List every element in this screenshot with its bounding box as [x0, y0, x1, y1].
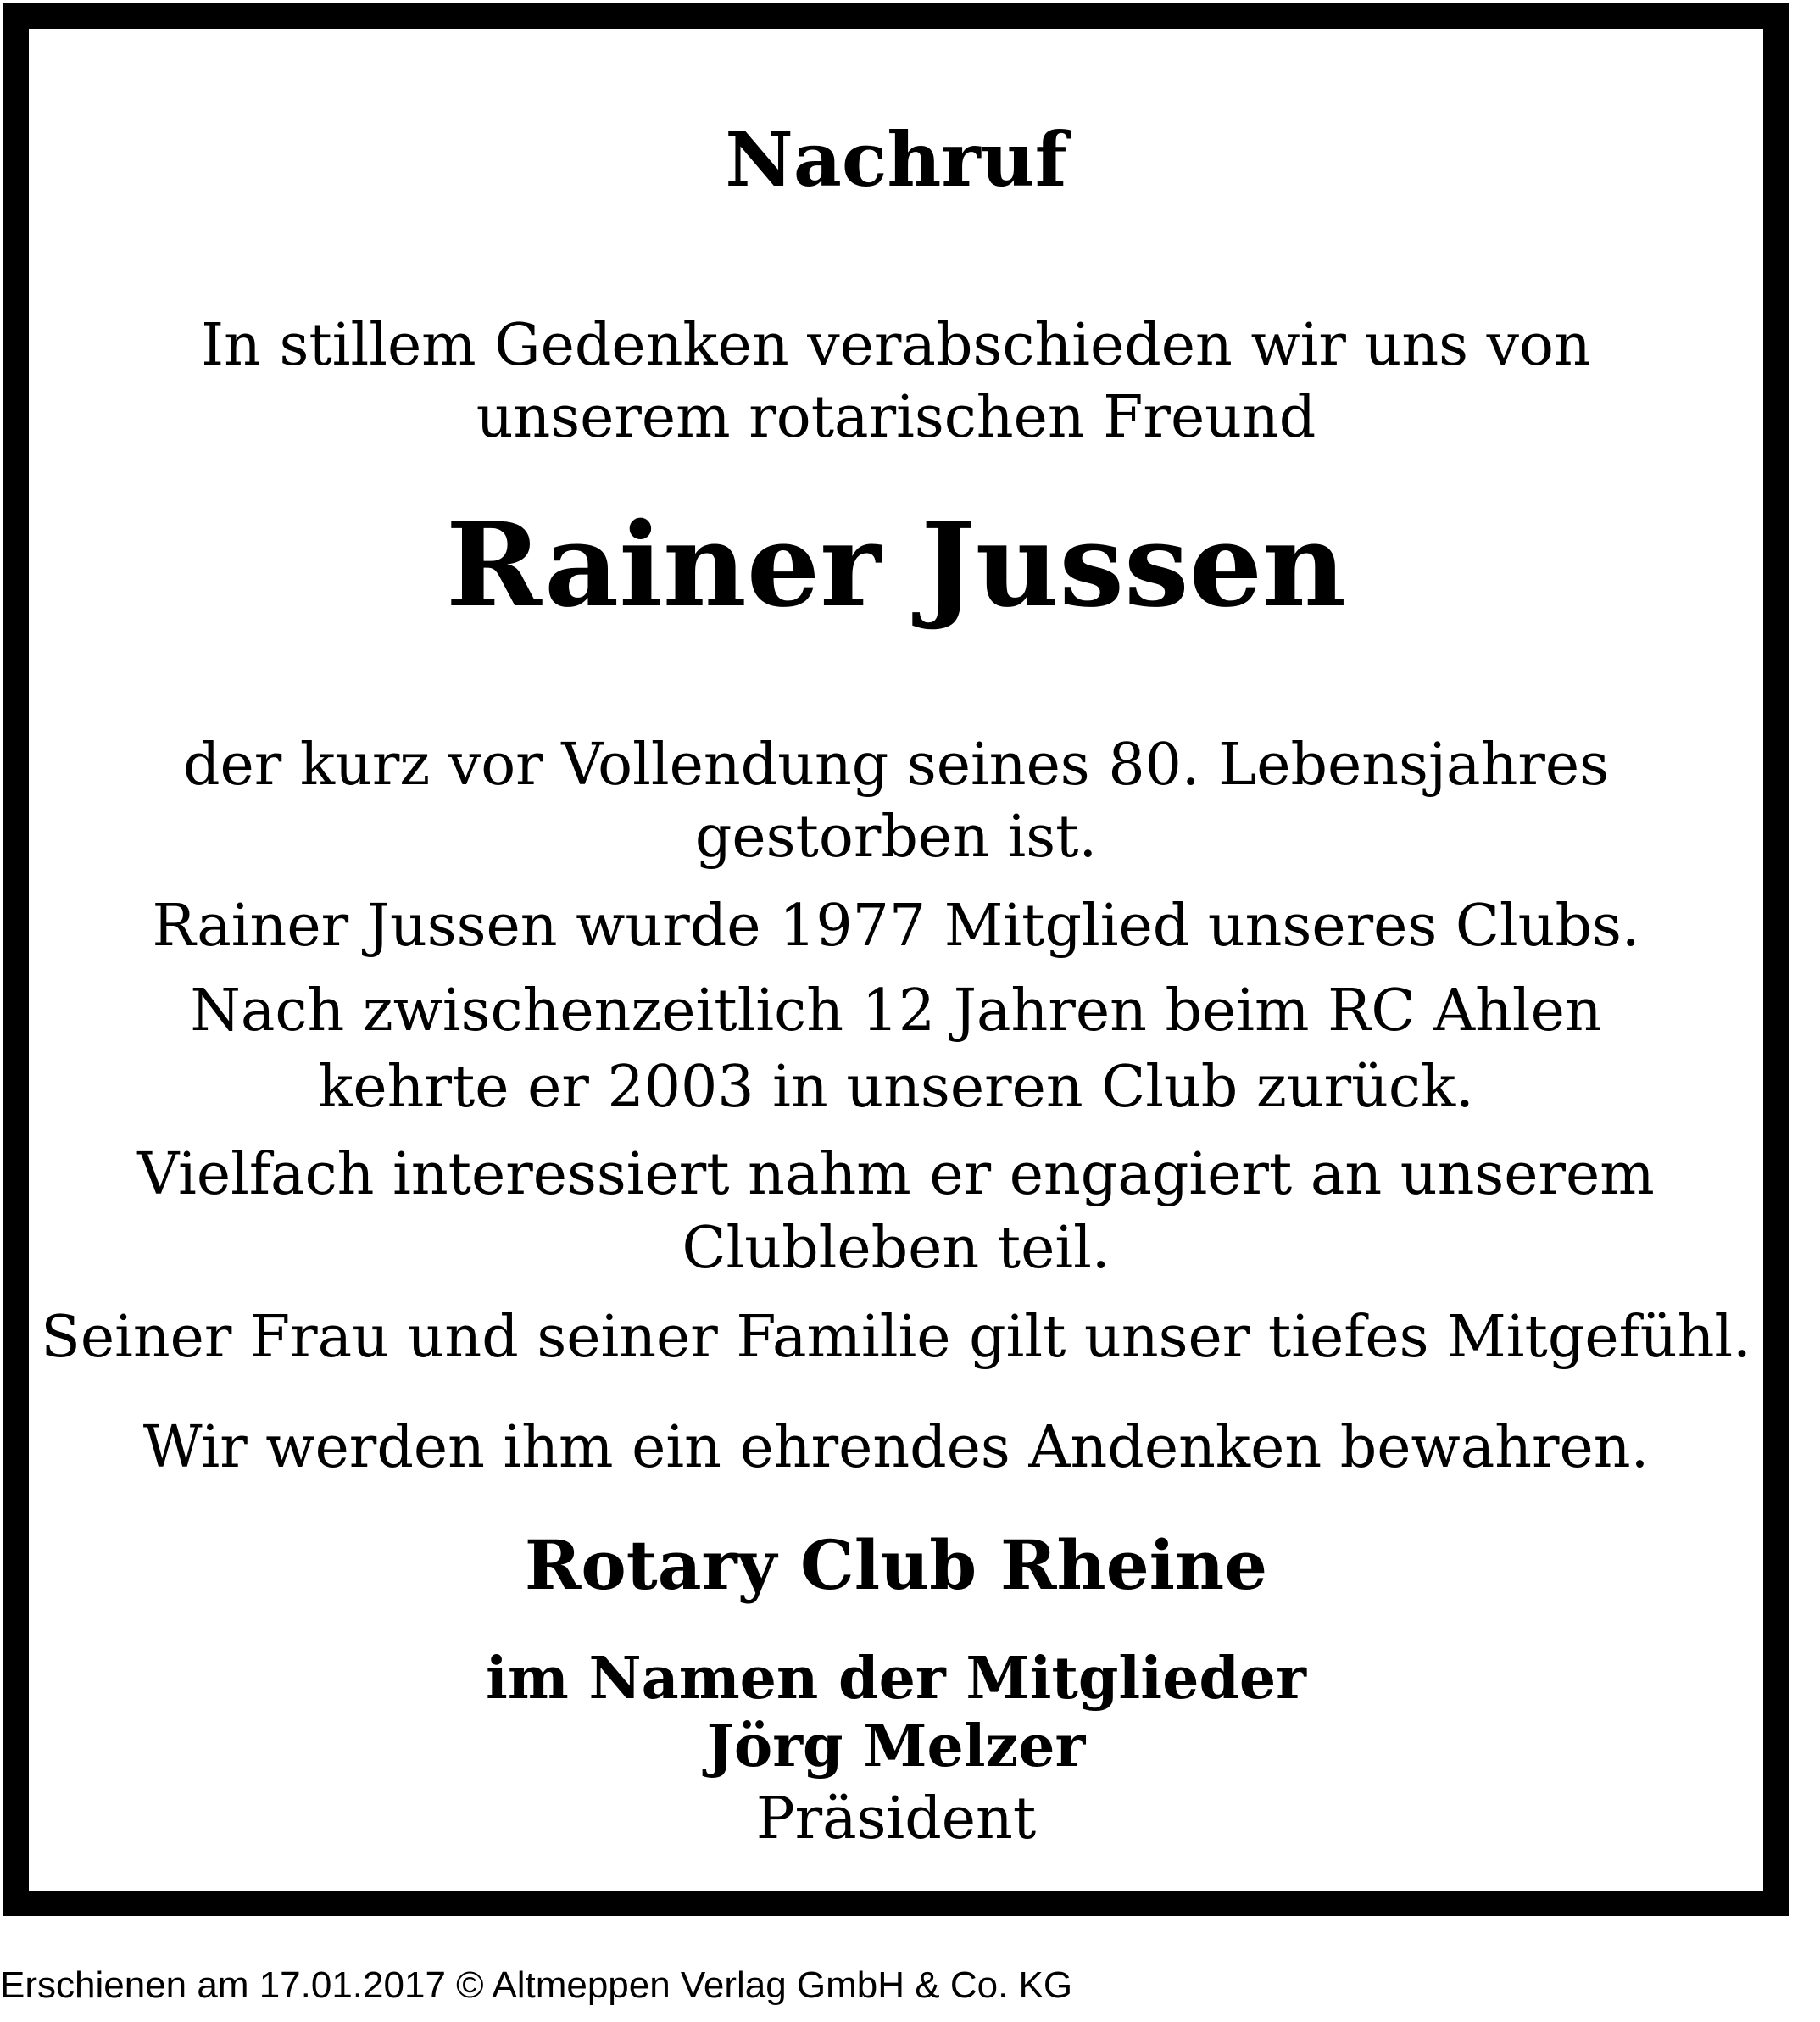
- signature-club: Rotary Club Rheine: [524, 1525, 1268, 1605]
- signature-signer: Jörg Melzer: [706, 1713, 1086, 1780]
- notice-heading: Nachruf: [725, 115, 1067, 203]
- signature-on-behalf: im Namen der Mitglieder: [486, 1645, 1306, 1713]
- body-line-7: Clubleben teil.: [682, 1215, 1110, 1282]
- body-line-3: Rainer Jussen wurde 1977 Mitglied unseres Clubs.: [152, 893, 1640, 960]
- body-line-4: Nach zwischenzeitlich 12 Jahren beim RC Ahlen: [190, 978, 1602, 1044]
- body-line-1: der kurz vor Vollendung seines 80. Lebensjahres: [182, 732, 1610, 799]
- signature-role: Präsident: [755, 1785, 1037, 1852]
- body-line-5: kehrte er 2003 in unseren Club zurück.: [318, 1054, 1474, 1121]
- body-line-6: Vielfach interessiert nahm er engagiert an unserem: [137, 1141, 1655, 1208]
- intro-line-1: In stillem Gedenken verabschieden wir uns von: [201, 312, 1591, 379]
- publication-footer: Erschienen am 17.01.2017 © Altmeppen Verlag GmbH & Co. KG: [0, 1964, 1073, 2006]
- deceased-name: Rainer Jussen: [445, 498, 1347, 633]
- body-line-9: Wir werden ihm ein ehrendes Andenken bewahren.: [142, 1414, 1650, 1481]
- body-line-2: gestorben ist.: [694, 804, 1098, 871]
- obituary-frame: [3, 3, 1789, 1916]
- intro-line-2: unserem rotarischen Freund: [476, 384, 1316, 451]
- body-line-8: Seiner Frau und seiner Familie gilt unser tiefes Mitgefühl.: [41, 1304, 1751, 1371]
